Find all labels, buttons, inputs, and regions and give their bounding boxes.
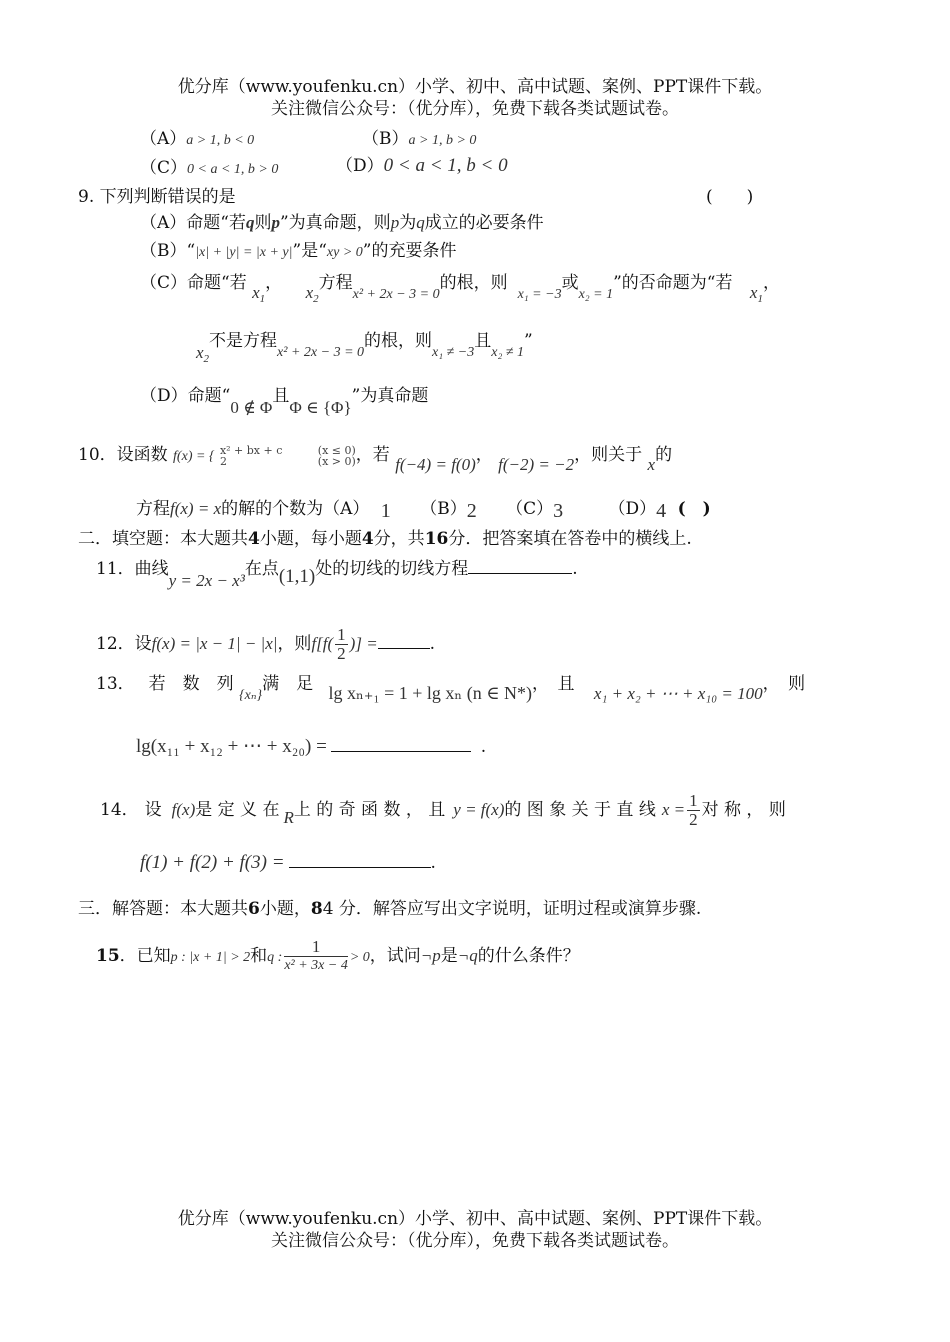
q9-c2-text: 不是方程 [209, 331, 278, 351]
q15-number: 15 [96, 946, 120, 966]
q10-text: 的 [655, 445, 673, 465]
q14-text: 上 的 奇 函 数 ， 且 [293, 800, 446, 820]
q10-cond2: (x > 0) [317, 454, 356, 468]
q14-equation: y = f(x) [453, 800, 505, 819]
q9-a-text: 命题“若 [186, 213, 246, 233]
q11-equation: y = 2x − x³ [168, 571, 245, 590]
header-line-1: 优分库（www.youfenku.cn）小学、初中、高中试题、案例、PPT课件下载。 [177, 77, 773, 97]
q9-answer-paren: ( ) [706, 187, 754, 207]
q15-text: ，试问 [369, 946, 421, 966]
section2-points: 4 [361, 529, 374, 549]
q10-condition-a: f(−4) = f(0) [395, 455, 476, 474]
section2-text: 分，共 [373, 529, 425, 549]
q14-text: . [430, 853, 436, 873]
q14-line2 [140, 852, 436, 874]
q12-equation-2: f[f( [311, 634, 334, 653]
q14-R: R [283, 808, 294, 827]
q9-d-math1: 0 ∉ Φ [230, 398, 273, 417]
q13-text: 若 数 列 [148, 674, 234, 694]
q11-text: 处的切线的切线方程 [315, 559, 469, 579]
q9-c-x1: $x_1$ [252, 283, 266, 305]
section3-text: 小题， [259, 899, 311, 919]
q14-text: 是 定 义 在 [195, 800, 280, 820]
q15-not-q: ¬q [457, 946, 478, 965]
q10-cond1: (x ≤ 0) [317, 443, 356, 457]
q8-c-label: （C） [140, 158, 188, 178]
q8-option-b [362, 128, 476, 152]
q9-c-comma: ， [762, 273, 780, 293]
section3-text: 三．解答题：本大题共 [78, 899, 248, 919]
q14-frac-num: 1 [689, 791, 698, 810]
q8-d-math: 0 < a < 1, b < 0 [383, 155, 508, 176]
q11-point: (1,1) [278, 566, 316, 587]
q9-c2-equation: x² + 2x − 3 = 0 [277, 345, 365, 360]
q12 [96, 626, 435, 663]
q9-c2-x1: x₁ ≠ −3 [432, 345, 475, 360]
q12-text: ，则 [277, 634, 312, 654]
q10-x: x [647, 455, 656, 474]
q15-q: q : [267, 950, 283, 965]
q9-c-text: ”的否命题为“若 [613, 273, 733, 293]
q13-equation-3: lg(x₁₁ + x₁₂ + ⋯ + x₂₀) = [136, 736, 327, 757]
q15-text: 是 [440, 946, 458, 966]
q15-fraction [284, 938, 348, 975]
section2-text: 小题，每小题 [259, 529, 362, 549]
q9-a-q2: q [416, 213, 425, 232]
q9-c2-x2: x₂ ≠ 1 [491, 345, 524, 360]
q9-c-x2: $x_2$ [305, 283, 319, 305]
q11-text: 在点 [244, 559, 279, 579]
q14-number: 14． [100, 800, 139, 820]
q9-a-text: 为 [399, 213, 417, 233]
q10-conds [318, 445, 356, 467]
header-line-2: 关注微信公众号：（优分库），免费下载各类试题试卷。 [271, 99, 679, 119]
q9-b-text: ”的充要条件 [362, 241, 457, 261]
q9-a-p2: p [390, 213, 400, 232]
q9-c-x1-tail: $x_1$ [749, 283, 763, 305]
q11 [96, 558, 578, 590]
q9-c-text: 方程 [318, 273, 353, 293]
q13-text: ， 且 [532, 674, 575, 694]
q10-answer-paren: ( ) [677, 499, 711, 519]
q9-a-text: 成立的必要条件 [424, 213, 544, 233]
q9-b-math: |x| + |y| = |x + y| [195, 245, 293, 260]
q9-c2-text: 的根，则 [364, 331, 433, 351]
q10-option-d-value: 4 [656, 500, 667, 522]
q14-text: 对 称 ， 则 [701, 800, 786, 820]
q15-text: ． [119, 946, 137, 966]
q9-option-c-line2 [196, 330, 533, 365]
q9-b-math2: xy > 0 [326, 245, 363, 260]
q10-pieces [220, 445, 282, 467]
q9-c2-x2: $x_2$ [196, 343, 210, 365]
q10-line1 [78, 443, 673, 474]
q9-d-and: 且 [272, 386, 290, 406]
q13-sequence: {xₙ} [239, 688, 263, 703]
q9-a-p: p [271, 213, 280, 232]
q15-frac-num: 1 [284, 938, 348, 957]
q10-piece2: 2 [219, 454, 227, 468]
q9-c-text: 的根，则 [439, 273, 508, 293]
q14-fx: f(x) [171, 800, 196, 819]
q11-text: . [572, 559, 578, 579]
q10-text: 的解的个数为（A） [221, 499, 370, 519]
q8-b-math: a > 1, b > 0 [408, 133, 477, 148]
q9-c-or: 或 [561, 273, 579, 293]
q14-fraction [687, 792, 700, 829]
q9-b-text: “ [186, 241, 196, 261]
q10-option-a-value: 1 [380, 500, 391, 522]
q15-text: 和 [250, 946, 268, 966]
q15-p: p : |x + 1| > 2 [170, 950, 251, 965]
q9-c-x2-value: x₂ = 1 [578, 287, 614, 302]
q15-gt: > 0 [349, 950, 370, 965]
q9-d-label: （D） [140, 386, 188, 406]
section2-text: 分．把答案填在答卷中的横线上. [448, 529, 692, 549]
q11-number: 11． [96, 559, 135, 579]
q9-c2-text: ” [524, 331, 533, 351]
q9-a-text: ”为真命题，则 [279, 213, 391, 233]
q13-number: 13． [96, 674, 135, 694]
q9-b-label: （B） [140, 241, 187, 261]
q9-c-equation: x² + 2x − 3 = 0 [352, 287, 440, 302]
q8-b-label: （B） [362, 129, 409, 149]
q8-option-c [140, 157, 278, 181]
q10-piece1: x² + bx + c [219, 443, 283, 457]
q11-answer-blank[interactable] [468, 559, 572, 574]
q13-line2 [136, 736, 486, 758]
q15-text: 已知 [136, 946, 171, 966]
q9-d-text: 命题“ [187, 386, 231, 406]
q14-x-equals: x = [661, 800, 686, 819]
footer-line-2: 关注微信公众号：（优分库），免费下载各类试题试卷。 [271, 1231, 679, 1251]
section3-text: 4 分．解答应写出文字说明，证明过程或演算步骤. [322, 899, 702, 919]
q8-a-math: a > 1, b < 0 [186, 133, 255, 148]
q10-b-label: （B） [420, 499, 467, 519]
q10-text: ，若 [355, 445, 390, 465]
q10-c-label: （C） [506, 499, 554, 519]
q8-option-a [140, 128, 254, 152]
q15-not-p: ¬p [420, 946, 441, 965]
q9-option-c-line1 [140, 272, 780, 305]
q9-b-text: ”是“ [292, 241, 327, 261]
q13-answer-blank[interactable] [331, 737, 471, 752]
q14-text: 设 [144, 800, 162, 820]
q9-c-text: ， [265, 273, 283, 293]
q9-c2-and: 且 [474, 331, 492, 351]
q9-option-a [140, 212, 544, 234]
q10-condition-b: f(−2) = −2 [498, 455, 575, 474]
q12-equation-3: )] = [349, 634, 378, 653]
q12-number: 12． [96, 634, 135, 654]
q9-option-d [140, 385, 429, 417]
q10-text: ， [475, 445, 493, 465]
q14-answer-blank[interactable] [289, 853, 431, 868]
q11-text: 曲线 [134, 559, 169, 579]
section3-points: 8 [310, 899, 323, 919]
q10-option-c-value: 3 [553, 500, 564, 522]
q10-text: ，则关于 [574, 445, 643, 465]
section-2-heading [78, 528, 692, 550]
q9-a-label: （A） [140, 213, 187, 233]
q8-c-math: 0 < a < 1, b > 0 [187, 162, 279, 177]
q14-text: 的 图 象 关 于 直 线 [504, 800, 656, 820]
q8-a-label: （A） [140, 129, 187, 149]
q15 [96, 938, 580, 975]
footer-line-1: 优分库（www.youfenku.cn）小学、初中、高中试题、案例、PPT课件下载。 [177, 1209, 773, 1229]
q12-equation: f(x) = |x − 1| − |x| [151, 634, 278, 653]
q15-frac-den: x² + 3x − 4 [284, 958, 348, 973]
q12-fraction [335, 626, 348, 663]
q12-frac-den: 2 [337, 644, 346, 663]
q12-text: 设 [134, 634, 152, 654]
q9-c-label: （C） [140, 273, 188, 293]
section-3-heading [78, 898, 701, 920]
q13-text: 满 足 [262, 674, 314, 694]
q12-frac-num: 1 [337, 625, 346, 644]
q9-d-text: ”为真命题 [351, 386, 429, 406]
q14-frac-den: 2 [689, 810, 698, 829]
q9-d-math2: Φ ∈ {Φ} [289, 398, 352, 417]
q9-stem: 9. 下列判断错误的是 [78, 187, 236, 207]
section2-text: 二．填空题：本大题共 [78, 529, 248, 549]
section2-total: 16 [424, 529, 449, 549]
q10-d-label: （D） [608, 499, 657, 519]
q8-option-d [336, 155, 508, 177]
q15-text: 的什么条件？ [477, 946, 580, 966]
section2-count: 4 [248, 529, 260, 549]
q9-a-text: 则 [254, 213, 272, 233]
q10-line2 [136, 497, 711, 520]
q13-equation-2: x₁ + x₂ + ⋯ + x₁₀ = 100 [593, 684, 763, 703]
q14-line1 [100, 792, 786, 829]
q10-stem: 10．设函数 [78, 445, 168, 465]
section3-count: 6 [248, 899, 260, 919]
q10-option-b-value: 2 [466, 500, 477, 522]
q12-answer-blank[interactable] [378, 634, 430, 649]
q13-text: ， 则 [762, 674, 806, 694]
q13-equation: lg xₙ₊₁ = 1 + lg xₙ (n ∈ N*) [328, 683, 533, 703]
q10-text: 方程 [136, 499, 170, 519]
q12-text: . [429, 634, 436, 654]
q9-c-text: 命题“若 [187, 273, 247, 293]
q9-c-x1-value: x₁ = −3 [517, 287, 562, 302]
q14-equation-2: f(1) + f(2) + f(3) = [140, 852, 285, 873]
q10-function: f(x) = { [173, 449, 215, 464]
q10-equation: f(x) = x [170, 499, 222, 518]
q9-option-b [140, 240, 456, 264]
q13-text: . [480, 737, 487, 757]
q13-line1 [96, 672, 806, 703]
q9-a-q: q [245, 213, 255, 232]
q8-d-label: （D） [336, 156, 384, 176]
